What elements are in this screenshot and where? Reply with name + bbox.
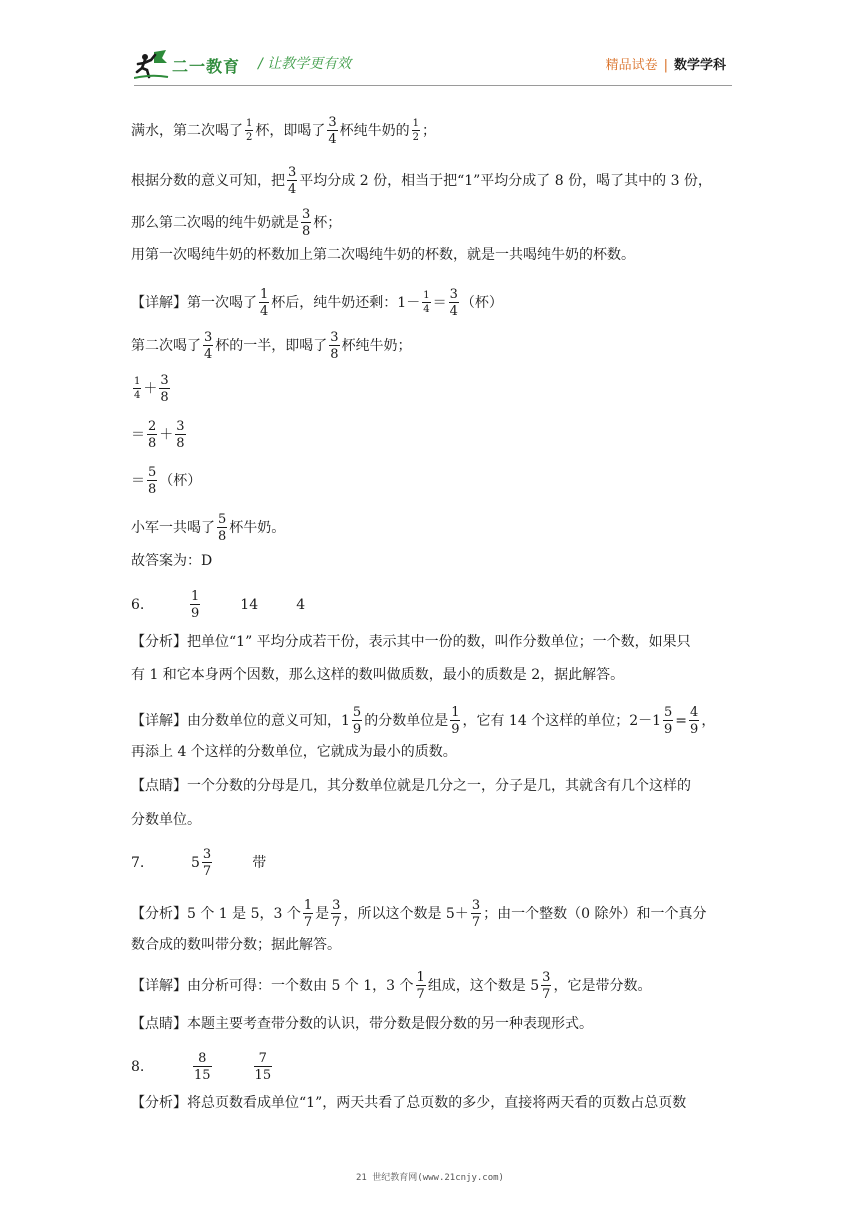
denominator: 8 — [330, 347, 339, 362]
fraction — [303, 899, 313, 929]
text: 【详解】由分析可得：一个数由 5 个 1，3 个 — [131, 978, 414, 994]
numerator: 5 — [664, 705, 673, 720]
numerator: 1 — [412, 118, 420, 129]
fraction — [133, 377, 141, 401]
text: 【分析】把单位“1” 平均分成若干份，表示其中一份的数，叫作分数单位；一个数，如果只 — [131, 634, 691, 650]
answer-row — [131, 848, 266, 878]
page-footer: 21 世纪教育网(www.21cnjy.com) — [356, 1173, 504, 1183]
text-line — [131, 513, 285, 543]
numerator: 5 — [148, 465, 157, 480]
text-line — [131, 245, 635, 265]
text-line — [131, 1014, 593, 1034]
fraction — [416, 971, 426, 1001]
fraction — [327, 116, 337, 146]
numerator: 4 — [690, 705, 699, 720]
text: ，它是带分数。 — [553, 978, 652, 994]
text: （杯） — [460, 295, 503, 311]
fraction — [352, 706, 362, 736]
text-line — [131, 935, 341, 955]
denominator: 4 — [449, 304, 458, 319]
numerator: 7 — [254, 1052, 273, 1067]
numerator: 5 — [218, 512, 227, 527]
numerator: 3 — [542, 970, 551, 985]
numerator: 2 — [148, 419, 157, 434]
denominator: 7 — [202, 864, 212, 879]
header-divider — [134, 85, 732, 86]
fraction — [412, 119, 420, 143]
fraction — [449, 288, 459, 318]
fraction — [245, 119, 253, 143]
numerator: 3 — [328, 115, 337, 130]
denominator: 8 — [302, 224, 311, 239]
denominator: 8 — [176, 436, 185, 451]
numerator: 3 — [176, 419, 185, 434]
text: ＋ — [159, 427, 174, 443]
text: 组成，这个数是 5 — [427, 978, 540, 994]
site-logo[interactable] — [134, 48, 252, 82]
fraction — [203, 331, 213, 361]
denominator: 8 — [218, 529, 227, 544]
denominator: 15 — [194, 1068, 211, 1083]
answer-text: 故答案为：D — [131, 553, 213, 569]
denominator: 4 — [423, 304, 430, 315]
answer-value: 4 — [296, 597, 306, 613]
text: ； — [422, 123, 437, 139]
text-line — [131, 288, 503, 318]
text: ＝ — [131, 473, 145, 489]
fraction — [689, 706, 699, 736]
slogan: / 让教学更有效 — [258, 56, 352, 72]
denominator: 2 — [246, 132, 253, 143]
text: ＝ — [432, 295, 447, 311]
text: 小军一共喝了 — [131, 520, 215, 536]
question-number: 8. — [131, 1059, 145, 1075]
text: （杯） — [159, 473, 202, 489]
equation-line — [131, 420, 188, 450]
text: 数合成的数叫带分数；据此解答。 — [131, 937, 341, 953]
denominator: 8 — [148, 482, 157, 497]
text: ；由一个整数（0 除外）和一个真分 — [483, 906, 707, 922]
fraction — [301, 208, 311, 238]
text-line — [131, 706, 715, 736]
numerator: 3 — [302, 207, 311, 222]
numerator: 1 — [416, 970, 425, 985]
denominator: 9 — [451, 722, 460, 737]
numerator: 1 — [423, 290, 430, 301]
denominator: 9 — [191, 606, 200, 621]
fraction — [422, 291, 430, 315]
answer-value: 带 — [252, 855, 267, 871]
numerator: 3 — [332, 898, 341, 913]
denominator: 7 — [332, 915, 341, 930]
text: 是 — [315, 906, 330, 922]
denominator: 7 — [471, 915, 481, 930]
answer-value: 14 — [240, 597, 259, 613]
equation-line — [131, 466, 201, 496]
fraction — [147, 466, 157, 496]
text-line — [131, 1093, 686, 1113]
fraction — [202, 848, 212, 878]
text-line — [131, 331, 412, 361]
fraction — [254, 1052, 273, 1082]
numerator: 1 — [246, 118, 253, 129]
denominator: 9 — [352, 722, 362, 737]
text: 有 1 和它本身两个因数，那么这样的数叫做质数，最小的质数是 2，据此解答。 — [131, 667, 625, 683]
page-header — [0, 0, 860, 96]
answer-row — [131, 590, 305, 620]
fraction — [190, 590, 200, 620]
text: 根据分数的意义可知，把 — [131, 173, 285, 189]
numerator: 3 — [204, 330, 213, 345]
numerator: 8 — [193, 1052, 212, 1067]
numerator: 5 — [352, 705, 362, 720]
denominator: 4 — [328, 132, 337, 147]
text-line — [131, 776, 691, 796]
text-line — [131, 166, 712, 196]
denominator: 7 — [303, 915, 313, 930]
numerator: 3 — [288, 165, 297, 180]
text-line — [131, 208, 341, 238]
fraction — [331, 899, 341, 929]
text-line — [131, 899, 706, 929]
text: 第二次喝了 — [131, 338, 201, 354]
text-line — [131, 810, 201, 830]
text-line — [131, 551, 212, 571]
numerator: 3 — [330, 330, 339, 345]
header-subject: 数学学科 — [673, 58, 726, 73]
fraction — [259, 288, 269, 318]
text: 杯； — [313, 215, 342, 231]
text: ，它有 14 个这样的单位；2－1 — [462, 713, 662, 729]
answer-row — [131, 1052, 274, 1082]
denominator: 2 — [412, 132, 420, 143]
denominator: 7 — [416, 987, 425, 1002]
denominator: 7 — [542, 987, 551, 1002]
denominator: 4 — [134, 390, 141, 401]
text: 再添上 4 个这样的分数单位，它就成为最小的质数。 — [131, 744, 457, 760]
numerator: 3 — [471, 898, 481, 913]
fraction — [217, 513, 227, 543]
numerator: 1 — [134, 376, 141, 387]
text-line — [131, 665, 624, 685]
fraction — [147, 420, 157, 450]
logo-text: 二一教育 — [172, 57, 241, 76]
numerator: 3 — [202, 847, 212, 862]
text: 杯的一半，即喝了 — [215, 338, 328, 354]
text: 分数单位。 — [131, 812, 201, 828]
numerator: 1 — [451, 705, 460, 720]
equation-line — [131, 374, 172, 404]
text: 杯后，纯牛奶还剩：1－ — [271, 295, 421, 311]
fraction — [159, 374, 169, 404]
text: 满水，第二次喝了 — [131, 123, 243, 139]
denominator: 9 — [690, 722, 699, 737]
fraction — [663, 706, 673, 736]
text: ，所以这个数是 5＋ — [343, 906, 469, 922]
text-line — [131, 632, 691, 652]
denominator: 8 — [160, 390, 169, 405]
numerator: 3 — [449, 287, 458, 302]
fraction — [471, 899, 481, 929]
fraction — [541, 971, 551, 1001]
text: = — [675, 713, 688, 729]
denominator: 15 — [254, 1068, 272, 1083]
text-line — [131, 971, 651, 1001]
text: ＋ — [143, 381, 158, 397]
header-right — [606, 54, 726, 73]
text: 【点睛】一个分数的分母是几，其分数单位就是几分之一，分子是几，其就含有几个这样的 — [131, 778, 691, 794]
text: 杯纯牛奶； — [341, 338, 412, 354]
numerator: 1 — [260, 287, 269, 302]
text: ， — [701, 713, 716, 729]
fraction — [329, 331, 339, 361]
fraction — [450, 706, 460, 736]
fraction — [193, 1052, 212, 1082]
text: 用第一次喝纯牛奶的杯数加上第二次喝纯牛奶的杯数，就是一共喝纯牛奶的杯数。 — [131, 247, 635, 263]
text: 杯，即喝了 — [255, 123, 326, 139]
text-line — [131, 116, 436, 146]
question-number: 6. — [131, 597, 145, 613]
denominator: 8 — [148, 436, 157, 451]
text: 【分析】将总页数看成单位“1”，两天共看了总页数的多少，直接将两天看的页数占总页数 — [131, 1095, 687, 1111]
denominator: 9 — [664, 722, 673, 737]
text: ＝ — [131, 427, 145, 443]
mixed-number-integer: 5 — [191, 855, 200, 871]
text: 的分数单位是 — [364, 713, 449, 729]
text: 【点睛】本题主要考查带分数的认识，带分数是假分数的另一种表现形式。 — [131, 1016, 593, 1032]
header-tag-premium: 精品试卷 — [605, 58, 658, 73]
text: 那么第二次喝的纯牛奶就是 — [131, 215, 299, 231]
header-separator: | — [663, 58, 668, 73]
fraction — [175, 420, 185, 450]
text-line — [131, 742, 457, 762]
text: 【详解】由分数单位的意义可知，1 — [131, 713, 350, 729]
runner-flag-icon — [134, 48, 170, 80]
question-number: 7. — [131, 855, 145, 871]
denominator: 4 — [260, 304, 269, 319]
denominator: 4 — [288, 182, 297, 197]
fraction — [287, 166, 297, 196]
denominator: 4 — [204, 347, 213, 362]
text: 杯牛奶。 — [229, 520, 286, 536]
numerator: 1 — [191, 589, 200, 604]
text: 平均分成 2 份，相当于把“1”平均分成了 8 份，喝了其中的 3 份， — [299, 173, 712, 189]
text: 【详解】第一次喝了 — [131, 295, 257, 311]
numerator: 1 — [303, 898, 313, 913]
text: 杯纯牛奶的 — [339, 123, 410, 139]
text: 【分析】5 个 1 是 5，3 个 — [131, 906, 301, 922]
numerator: 3 — [160, 373, 169, 388]
